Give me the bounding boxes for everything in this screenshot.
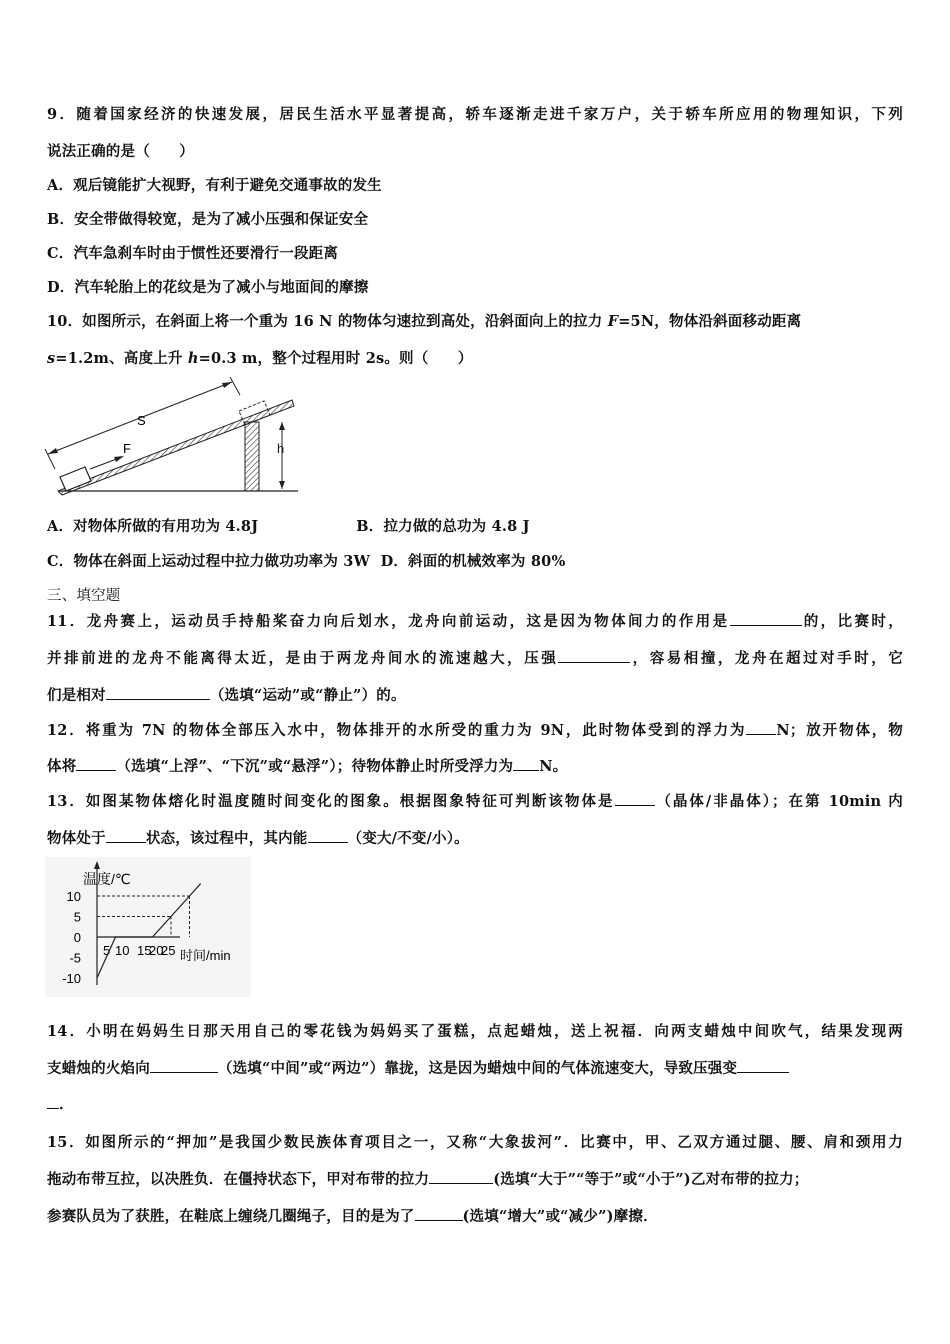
tick-s-end — [230, 377, 240, 395]
arrowhead-h-top — [279, 422, 285, 430]
y-tick-label: 10 — [66, 889, 81, 904]
q13-text-1b: （晶体/非晶体）；在第 10min 内 — [654, 793, 903, 810]
q12-line2 — [47, 755, 903, 776]
arrowhead-f — [114, 456, 124, 462]
arrowhead-s-start — [48, 448, 58, 454]
section-heading: 三、填空题 — [47, 588, 121, 604]
q9-option-b: B．安全带做得较宽，是为了减小压强和保证安全 — [47, 211, 369, 228]
q13-blank-2[interactable] — [106, 828, 146, 843]
q11-line2 — [47, 647, 903, 668]
q12-blank-1[interactable] — [746, 720, 776, 735]
x-tick-label: 20 — [149, 943, 164, 958]
q11-blank-1[interactable] — [730, 611, 802, 626]
q10-stem-text-a: 10．如图所示，在斜面上将一个重为 16 N 的物体匀速拉到高处，沿斜面向上的拉力 — [47, 313, 608, 330]
q12-text-1b: N；放开物体，物 — [776, 722, 903, 739]
q13-text-2b: 状态，该过程中，其内能 — [145, 830, 308, 847]
q11-text-2a: 并排前进的龙舟不能离得太近，是由于两龙舟间水的流速越大，压强 — [47, 650, 559, 667]
q10-stem-text-b: =5N，物体沿斜面移动距离 — [618, 313, 802, 330]
q14-line3 — [47, 1093, 903, 1114]
q11-blank-3[interactable] — [106, 685, 210, 700]
q12-text-2a: 体将 — [47, 758, 77, 775]
q15-blank-1[interactable] — [429, 1169, 493, 1184]
label-s: S — [137, 413, 146, 428]
q13-line1 — [47, 790, 903, 811]
q15-line3 — [47, 1205, 903, 1226]
q15-text-3b: (选填“增大”或“减少”)摩擦． — [462, 1208, 658, 1225]
temperature-line — [97, 884, 201, 978]
q15-line2 — [47, 1168, 903, 1189]
q9-stem-line2: 说法正确的是（ ） — [47, 143, 194, 160]
q13-line2 — [47, 827, 903, 848]
q15-text-3a: 参赛队员为了获胜，在鞋底上缠绕几圈绳子，目的是为了 — [47, 1208, 415, 1225]
y-tick-label: 5 — [73, 909, 81, 925]
q11-text-1b: 的，比赛时， — [801, 613, 904, 630]
q12-blank-3[interactable] — [513, 756, 539, 771]
q15-text-2b: (选填“大于”“等于”或“小于”)乙对布带的拉力； — [493, 1171, 809, 1188]
q9-option-d: D．汽车轮胎上的花纹是为了减小与地面间的摩擦 — [47, 279, 369, 296]
block-bottom — [60, 467, 91, 491]
q14-blank-2-cont — [47, 1094, 59, 1109]
q10-var-h: h — [187, 350, 199, 367]
q12-blank-2[interactable] — [76, 756, 116, 771]
melting-chart — [45, 857, 251, 997]
y-tick-label: 0 — [73, 930, 81, 945]
q14-line1: 14．小明在妈妈生日那天用自己的零花钱为妈妈买了蛋糕，点起蜡烛，送上祝福．向两支蜡烛中间吹气，结果发现两 — [47, 1023, 903, 1040]
q15-text-2a: 拖动布带互拉，以决胜负．在僵持状态下，甲对布带的拉力 — [47, 1171, 430, 1188]
q14-blank-1[interactable] — [150, 1058, 218, 1073]
arrowhead-h-bottom — [279, 481, 285, 489]
q14-text-2b: （选填“中间”或“两边”）靠拢，这是因为蜡烛中间的气体流速变大，导致压强变 — [217, 1060, 738, 1077]
q11-text-3b: （选填“运动”或“静止”）的。 — [209, 687, 406, 704]
q14-line2 — [47, 1057, 903, 1078]
q10-options-ab — [47, 515, 903, 536]
q10-stem-text-c: =1.2m、高度上升 — [55, 350, 188, 367]
q13-text-2c: （变大/不变/小）。 — [347, 830, 469, 847]
y-tick-label: -5 — [69, 950, 81, 966]
q14-text-2a: 支蜡烛的火焰向 — [47, 1060, 150, 1077]
q10-stem-line1 — [47, 310, 903, 331]
x-tick-label: 5 — [103, 943, 111, 958]
q12-text-1a: 12．将重为 7N 的物体全部压入水中，物体排开的水所受的重力为 9N，此时物体受到的浮力为 — [47, 722, 747, 739]
q11-line1 — [47, 610, 903, 631]
support-pillar — [245, 422, 259, 491]
q9-option-a: A．观后镜能扩大视野，有利于避免交通事故的发生 — [47, 177, 382, 194]
q10-var-f: F — [607, 313, 619, 330]
q10-option-a: A．对物体所做的有用功为 4.8J — [47, 518, 259, 535]
q10-stem-text-d: =0.3 m，整个过程用时 2s。则（ ） — [198, 350, 473, 367]
arrowhead-s-end — [222, 382, 232, 388]
q11-text-2b: ，容易相撞，龙舟在超过对手时，它 — [630, 650, 904, 667]
q11-text-3a: 们是相对 — [47, 687, 106, 704]
q10-option-c: C．物体在斜面上运动过程中拉力做功功率为 3W — [47, 553, 371, 570]
q11-text-1a: 11．龙舟赛上，运动员手持船桨奋力向后划水，龙舟向前运动，这是因为物体间力的作用是 — [47, 613, 730, 630]
y-axis-arrow — [94, 861, 100, 869]
q12-line1 — [47, 719, 903, 740]
q9-option-c: C．汽车急刹车时由于惯性还要滑行一段距离 — [47, 245, 339, 262]
q14-blank-2[interactable] — [737, 1058, 789, 1073]
q12-text-2b: （选填“上浮”、“下沉”或“悬浮”）；待物体静止时所受浮力为 — [116, 758, 514, 775]
q10-option-d: D．斜面的机械效率为 80% — [380, 553, 566, 570]
chart-ylabel: 温度/℃ — [83, 871, 131, 887]
q11-blank-2[interactable] — [558, 648, 630, 663]
incline-figure — [40, 373, 302, 499]
label-f: F — [123, 441, 131, 456]
q12-text-2c: N。 — [539, 758, 568, 775]
q13-blank-3[interactable] — [308, 828, 348, 843]
label-h: h — [277, 441, 285, 456]
q14-text-3: ． — [59, 1096, 74, 1113]
x-tick-label: 10 — [115, 943, 130, 958]
q10-options-cd — [47, 550, 903, 571]
q15-blank-2[interactable] — [415, 1206, 463, 1221]
y-tick-label: -10 — [62, 971, 81, 986]
q13-text-2a: 物体处于 — [47, 830, 106, 847]
q10-var-s: s — [47, 350, 56, 367]
q15-line1: 15．如图所示的“押加”是我国少数民族体育项目之一，又称“大象拔河”．比赛中，甲、乙双方通过腿、腰、肩和颈用力 — [47, 1134, 903, 1151]
chart-xlabel: 时间/min — [180, 948, 231, 963]
q10-option-b: B．拉力做的总功为 4.8 J — [356, 518, 530, 535]
x-tick-label: 25 — [161, 943, 176, 958]
x-tick-label: 15 — [137, 943, 152, 958]
q13-text-1a: 13．如图某物体熔化时温度随时间变化的图象。根据图象特征可判断该物体是 — [47, 793, 615, 810]
q10-stem-line2 — [47, 347, 903, 368]
q13-blank-1[interactable] — [615, 791, 655, 806]
q9-stem-line1: 9．随着国家经济的快速发展，居民生活水平显著提高，轿车逐渐走进千家万户，关于轿车所应用的物理知识，下列 — [47, 106, 903, 123]
q11-line3 — [47, 684, 903, 705]
